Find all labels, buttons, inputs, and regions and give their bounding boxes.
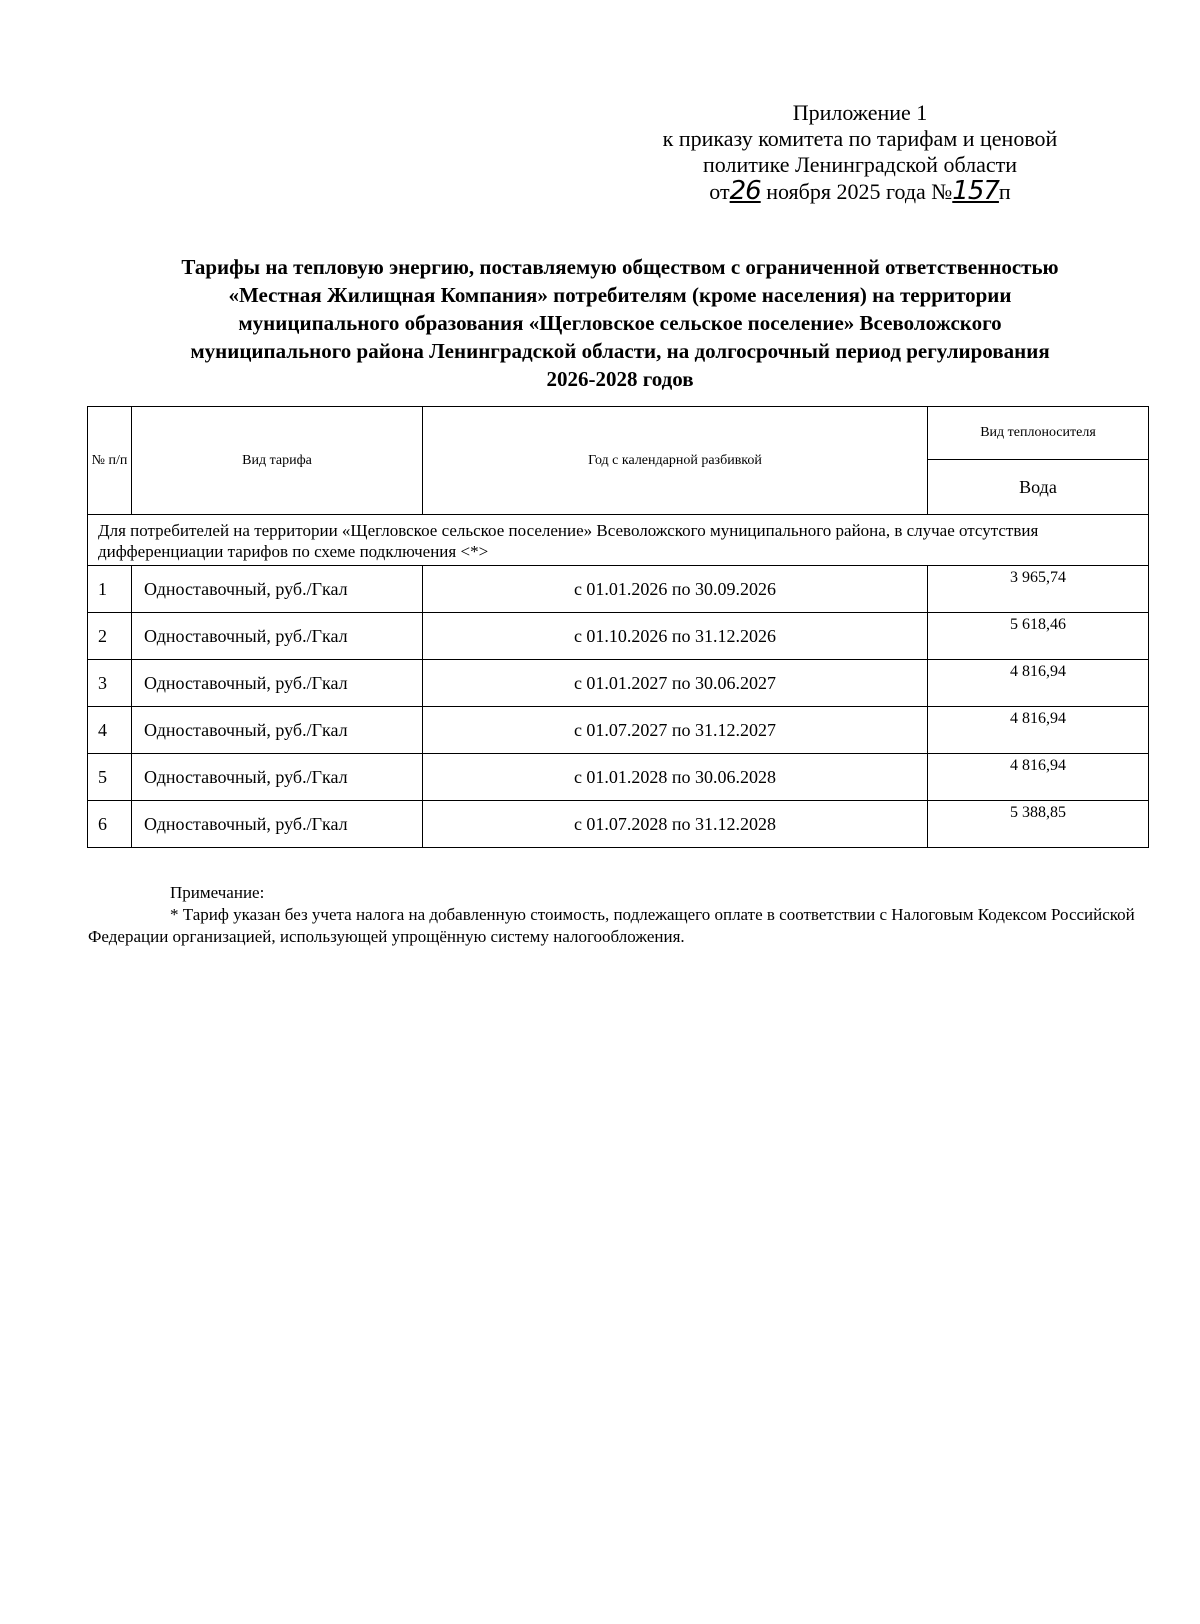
order-suffix: п xyxy=(998,179,1011,204)
row-period: с 01.01.2026 по 30.09.2026 xyxy=(423,566,928,613)
title-line: «Местная Жилищная Компания» потребителям (кроме населения) на территории xyxy=(228,283,1012,307)
row-period: с 01.01.2027 по 30.06.2027 xyxy=(423,660,928,707)
row-period: с 01.07.2028 по 31.12.2028 xyxy=(423,801,928,848)
date-prefix: от xyxy=(709,179,730,204)
row-period: с 01.10.2026 по 31.12.2026 xyxy=(423,613,928,660)
appendix-title: Приложение 1 xyxy=(792,100,928,125)
row-num: 6 xyxy=(88,801,132,848)
row-tariff-type: Одноставочный, руб./Гкал xyxy=(132,801,423,848)
row-num: 3 xyxy=(88,660,132,707)
title-line: муниципального образования «Щегловское сельское поселение» Всеволожского xyxy=(238,311,1002,335)
table-row xyxy=(88,801,1149,848)
handwritten-order-number: 157 xyxy=(952,176,999,206)
row-value: 5 388,85 xyxy=(928,801,1149,848)
row-period: с 01.07.2027 по 31.12.2027 xyxy=(423,707,928,754)
document-title xyxy=(88,253,1152,393)
table-row xyxy=(88,707,1149,754)
appendix-header xyxy=(600,100,1120,205)
table-row xyxy=(88,613,1149,660)
row-tariff-type: Одноставочный, руб./Гкал xyxy=(132,754,423,801)
row-num: 1 xyxy=(88,566,132,613)
title-line: 2026-2028 годов xyxy=(546,367,694,391)
table-row xyxy=(88,754,1149,801)
table-row xyxy=(88,566,1149,613)
handwritten-day: 26 xyxy=(729,176,761,206)
row-num: 5 xyxy=(88,754,132,801)
header-num: № п/п xyxy=(88,407,132,515)
tariff-table xyxy=(87,406,1149,848)
table-header-row xyxy=(88,407,1149,460)
row-value: 4 816,94 xyxy=(928,660,1149,707)
row-value: 4 816,94 xyxy=(928,707,1149,754)
table-row xyxy=(88,660,1149,707)
group-label: Для потребителей на территории «Щегловское сельское поселение» Всеволожского муниципального района, в случае отсутствия дифференциации тарифов по схеме подключения <*> xyxy=(88,515,1149,566)
row-tariff-type: Одноставочный, руб./Гкал xyxy=(132,566,423,613)
header-water: Вода xyxy=(928,460,1149,515)
row-value: 3 965,74 xyxy=(928,566,1149,613)
appendix-line-2: политике Ленинградской области xyxy=(702,152,1017,177)
date-middle: ноября 2025 года № xyxy=(766,179,953,204)
note-section xyxy=(88,882,1152,948)
note-heading: Примечание: xyxy=(170,883,265,902)
row-period: с 01.01.2028 по 30.06.2028 xyxy=(423,754,928,801)
row-num: 2 xyxy=(88,613,132,660)
header-carrier: Вид теплоносителя xyxy=(928,407,1149,460)
row-value: 4 816,94 xyxy=(928,754,1149,801)
group-row xyxy=(88,515,1149,566)
appendix-line-1: к приказу комитета по тарифам и ценовой xyxy=(662,126,1058,151)
appendix-date-line xyxy=(600,178,1120,205)
row-tariff-type: Одноставочный, руб./Гкал xyxy=(132,707,423,754)
header-period: Год с календарной разбивкой xyxy=(423,407,928,515)
title-line: Тарифы на тепловую энергию, поставляемую обществом с ограниченной ответственностью xyxy=(181,255,1059,279)
row-value: 5 618,46 xyxy=(928,613,1149,660)
title-line: муниципального района Ленинградской области, на долгосрочный период регулирования xyxy=(190,339,1050,363)
row-tariff-type: Одноставочный, руб./Гкал xyxy=(132,660,423,707)
note-text: * Тариф указан без учета налога на добавленную стоимость, подлежащего оплате в соответствии с Налоговым Кодексом Российской Федерации организацией, использующей упрощённую систему налогообложения. xyxy=(88,905,1135,946)
row-num: 4 xyxy=(88,707,132,754)
row-tariff-type: Одноставочный, руб./Гкал xyxy=(132,613,423,660)
header-tariff-type: Вид тарифа xyxy=(132,407,423,515)
